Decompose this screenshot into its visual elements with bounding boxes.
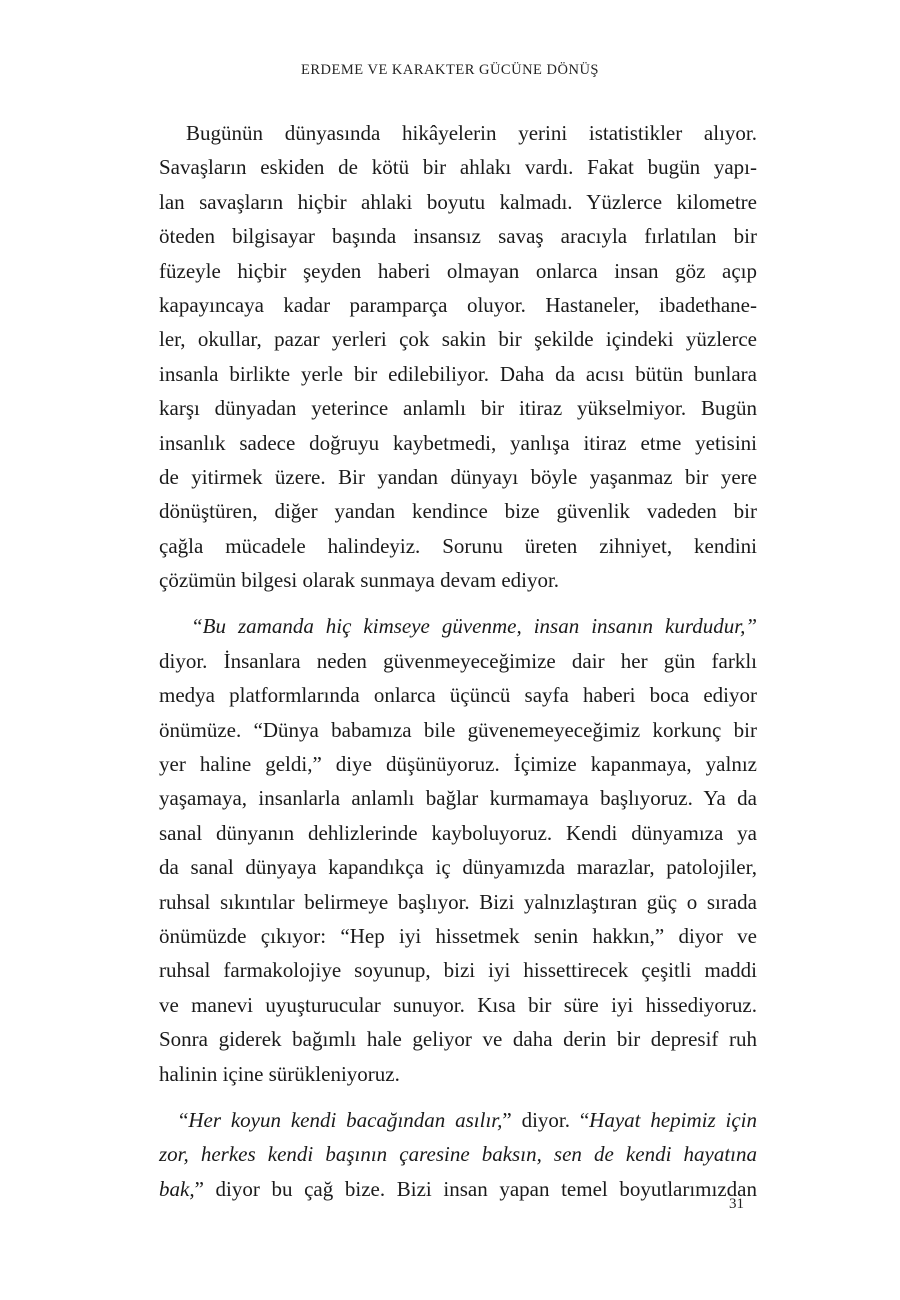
quote-mark: ”	[502, 1107, 512, 1132]
text-run: diyor. “	[511, 1107, 590, 1132]
text-line: halinin içine sürükleniyoruz.	[159, 1061, 400, 1086]
text-line: önümüze. “Dünya babamıza bile güvenemeyeceğimiz korkunç bir	[159, 717, 757, 742]
text-line: diyor. İnsanlara neden güvenmeyeceğimize dair her gün farklı	[159, 648, 757, 673]
italic-quote: Hayat hepimiz için	[589, 1107, 757, 1132]
text-line: ruhsal sıkıntılar belirmeye başlıyor. Bizi yalnızlaştıran güç o sırada	[159, 889, 757, 914]
text-line: de yitirmek üzere. Bir yandan dünyayı böyle yaşanmaz bir yere	[159, 464, 757, 489]
text-run: ” diyor bu çağ bize. Bizi insan yapan temel boyutlarımızdan	[194, 1176, 757, 1201]
italic-quote: Her koyun kendi bacağından asılır,	[188, 1107, 503, 1132]
text-line: sanal dünyanın dehlizlerinde kayboluyoruz. Kendi dünyamıza ya	[159, 820, 757, 845]
text-line	[159, 1172, 757, 1206]
text-line: yer haline geldi,” diye düşünüyoruz. İçimize kapanmaya, yalnız	[159, 752, 757, 777]
text-line: kapayıncaya kadar paramparça oluyor. Hastaneler, ibadethane-	[159, 292, 757, 317]
body-text	[159, 116, 757, 1206]
text-line: ler, okullar, pazar yerleri çok sakin bir şekilde içindeki yüzlerce	[159, 327, 757, 352]
text-line	[159, 1103, 757, 1137]
text-line: Bugünün dünyasında hikâyelerin yerini istatistikler alıyor.	[186, 121, 757, 145]
text-line: insanla birlikte yerle bir edilebiliyor. Daha da acısı bütün bunlara	[159, 361, 757, 386]
paragraph-spacing	[159, 1091, 757, 1103]
italic-quote: zor, herkes kendi başının çaresine baksın, sen de kendi hayatına	[159, 1142, 757, 1167]
paragraph-1	[159, 116, 757, 597]
text-line: füzeyle hiçbir şeyden haberi olmayan onlarca insan göz açıp	[159, 258, 757, 283]
page-number: 31	[729, 1196, 744, 1212]
text-line: çözümün bilgesi olarak sunmaya devam ediyor.	[159, 568, 560, 593]
italic-quote: “Bu zamanda hiç kimseye güvenme, insan insanın kurdudur,”	[191, 614, 757, 639]
text-line: önümüzde çıkıyor: “Hep iyi hissetmek senin hakkın,” diyor ve	[159, 923, 757, 948]
text-line: insanlık sadece doğruyu kaybetmedi, yanlışa itiraz etme yetisini	[159, 430, 757, 455]
text-line	[159, 609, 757, 643]
text-line: çağla mücadele halindeyiz. Sorunu üreten zihniyet, kendini	[159, 533, 757, 558]
text-line: Savaşların eskiden de kötü bir ahlakı vardı. Fakat bugün yapı-	[159, 155, 757, 180]
paragraph-spacing	[159, 597, 757, 609]
text-line: ve manevi uyuşturucular sunuyor. Kısa bir süre iyi hissediyoruz.	[159, 992, 757, 1017]
italic-quote: bak,	[159, 1176, 195, 1201]
text-line: yaşamaya, insanlarla anlamlı bağlar kurmamaya başlıyoruz. Ya da	[159, 786, 757, 811]
text-line: medya platformlarında onlarca üçüncü sayfa haberi boca ediyor	[159, 683, 757, 708]
text-line: öteden bilgisayar başında insansız savaş aracıyla fırlatılan bir	[159, 224, 757, 249]
text-line: ruhsal farmakolojiye soyunup, bizi iyi hissettirecek çeşitli maddi	[159, 958, 757, 983]
paragraph-2	[159, 609, 757, 1090]
running-head: ERDEME VE KARAKTER GÜCÜNE DÖNÜŞ	[301, 62, 599, 78]
paragraph-3	[159, 1103, 757, 1206]
quote-mark: “	[179, 1107, 189, 1132]
text-line: da sanal dünyaya kapandıkça iç dünyamızda marazlar, patolojiler,	[159, 855, 757, 880]
text-line	[159, 1137, 757, 1171]
text-line: karşı dünyadan yeterince anlamlı bir itiraz yükselmiyor. Bugün	[159, 396, 757, 421]
text-line: dönüştüren, diğer yandan kendince bize güvenlik vadeden bir	[159, 499, 757, 524]
text-line: Sonra giderek bağımlı hale geliyor ve daha derin bir depresif ruh	[159, 1027, 757, 1052]
text-line: lan savaşların hiçbir ahlaki boyutu kalmadı. Yüzlerce kilometre	[159, 189, 757, 214]
